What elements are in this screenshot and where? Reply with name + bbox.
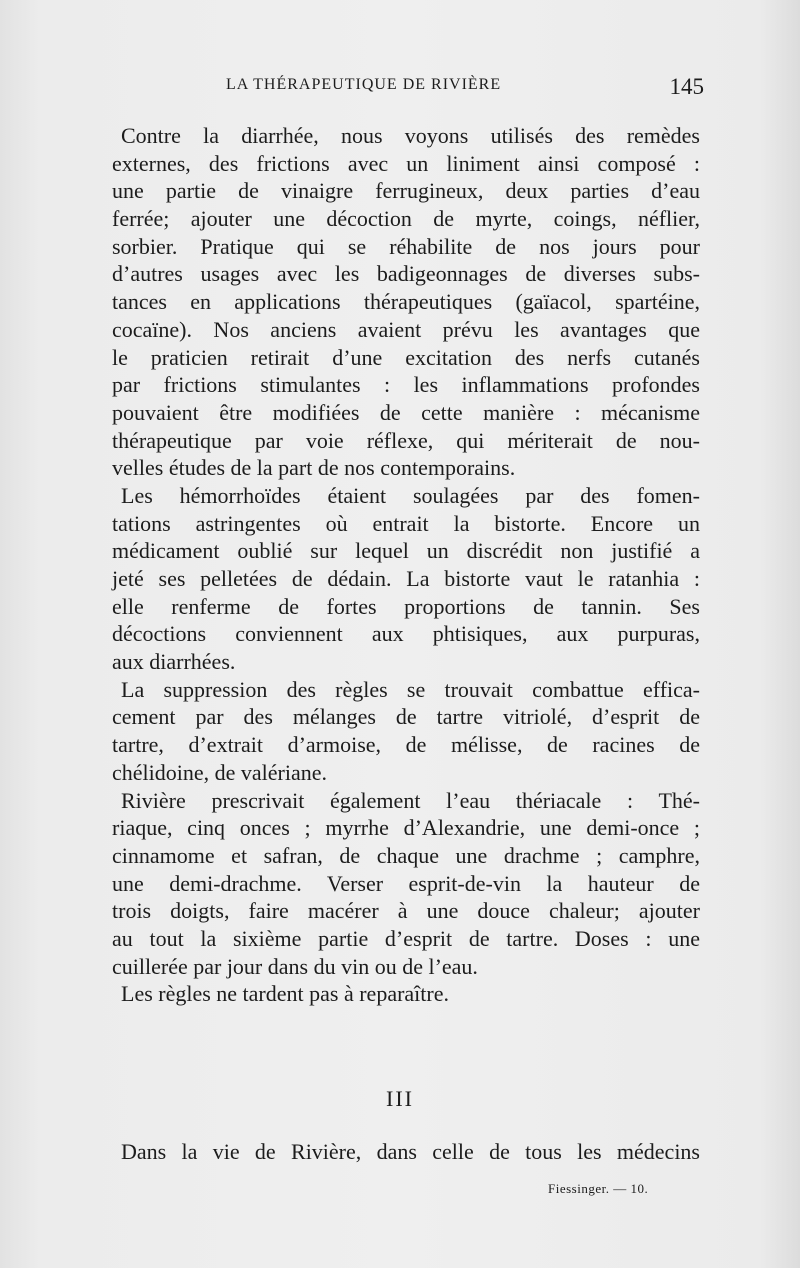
text-line: Les règles ne tardent pas à reparaître.: [121, 981, 449, 1007]
text-line: tations astringentes où entrait la bistorte. Encore un: [112, 510, 700, 536]
text-line: riaque, cinq onces ; myrrhe d’Alexandrie, une demi-once ;: [112, 815, 700, 841]
text-line: le praticien retirait d’une excitation des nerfs cutanés: [112, 344, 700, 370]
text-line: cement par des mélanges de tartre vitriolé, d’esprit de: [112, 704, 700, 730]
text-line: sorbier. Pratique qui se réhabilite de nos jours pour: [112, 233, 700, 259]
body-text: [112, 122, 700, 1008]
paragraph-regles: [112, 676, 700, 787]
text-line: thérapeutique par voie réflexe, qui mériterait de nou-: [112, 427, 700, 453]
text-line: ferrée; ajouter une décoction de myrte, coings, néflier,: [112, 206, 700, 232]
text-line: une demi-drachme. Verser esprit-de-vin la hauteur de: [112, 870, 700, 896]
text-line: cocaïne). Nos anciens avaient prévu les avantages que: [112, 316, 700, 342]
text-line: par frictions stimulantes : les inflammations profondes: [112, 372, 700, 398]
text-line: cinnamome et safran, de chaque une drachme ; camphre,: [112, 842, 700, 868]
running-header: [108, 74, 704, 104]
closing-line: Dans la vie de Rivière, dans celle de tous les médecins: [121, 1139, 700, 1164]
text-line: pouvaient être modifiées de cette manière : mécanisme: [112, 399, 700, 425]
text-line: d’autres usages avec les badigeonnages de diverses subs-: [112, 261, 700, 287]
text-line: décoctions conviennent aux phtisiques, aux purpuras,: [112, 621, 700, 647]
text-line: tances en applications thérapeutiques (gaïacol, spartéine,: [112, 289, 700, 315]
text-line: Contre la diarrhée, nous voyons utilisés des remèdes: [121, 123, 700, 148]
text-line: externes, des frictions avec un liniment ainsi composé :: [112, 150, 700, 176]
text-line: au tout la sixième partie d’esprit de tartre. Doses : une: [112, 925, 700, 951]
text-line: trois doigts, faire macérer à une douce chaleur; ajouter: [112, 898, 700, 924]
text-line: velles études de la part de nos contemporains.: [112, 455, 516, 481]
running-title: LA THÉRAPEUTIQUE DE RIVIÈRE: [226, 76, 502, 93]
paragraph-hemorrhoides: [112, 482, 700, 676]
text-line: Les hémorrhoïdes étaient soulagées par des fomen-: [121, 482, 700, 508]
section-heading: III: [386, 1086, 414, 1111]
text-line: elle renferme de fortes proportions de tannin. Ses: [112, 593, 700, 619]
paragraph-diarrhee: [112, 122, 700, 482]
page-number: 145: [669, 74, 704, 99]
text-line: cuillerée par jour dans du vin ou de l’eau.: [112, 953, 478, 979]
text-line: une partie de vinaigre ferrugineux, deux parties d’eau: [112, 178, 700, 204]
text-line: La suppression des règles se trouvait combattue effica-: [121, 676, 700, 702]
text-line: jeté ses pelletées de dédain. La bistorte vaut le ratanhia :: [112, 566, 700, 591]
text-line: aux diarrhées.: [112, 649, 236, 675]
text-line: médicament oublié sur lequel un discrédit non justifié a: [112, 538, 700, 564]
signature-mark: Fiessinger. — 10.: [548, 1181, 649, 1196]
paragraph-eau-theriacale: [112, 787, 700, 981]
paragraph-conclusion: [112, 980, 700, 1008]
text-line: Rivière prescrivait également l’eau thériacale : Thé-: [121, 787, 700, 813]
text-line: tartre, d’extrait d’armoise, de mélisse, de racines de: [112, 732, 700, 758]
text-line: chélidoine, de valériane.: [112, 759, 328, 785]
